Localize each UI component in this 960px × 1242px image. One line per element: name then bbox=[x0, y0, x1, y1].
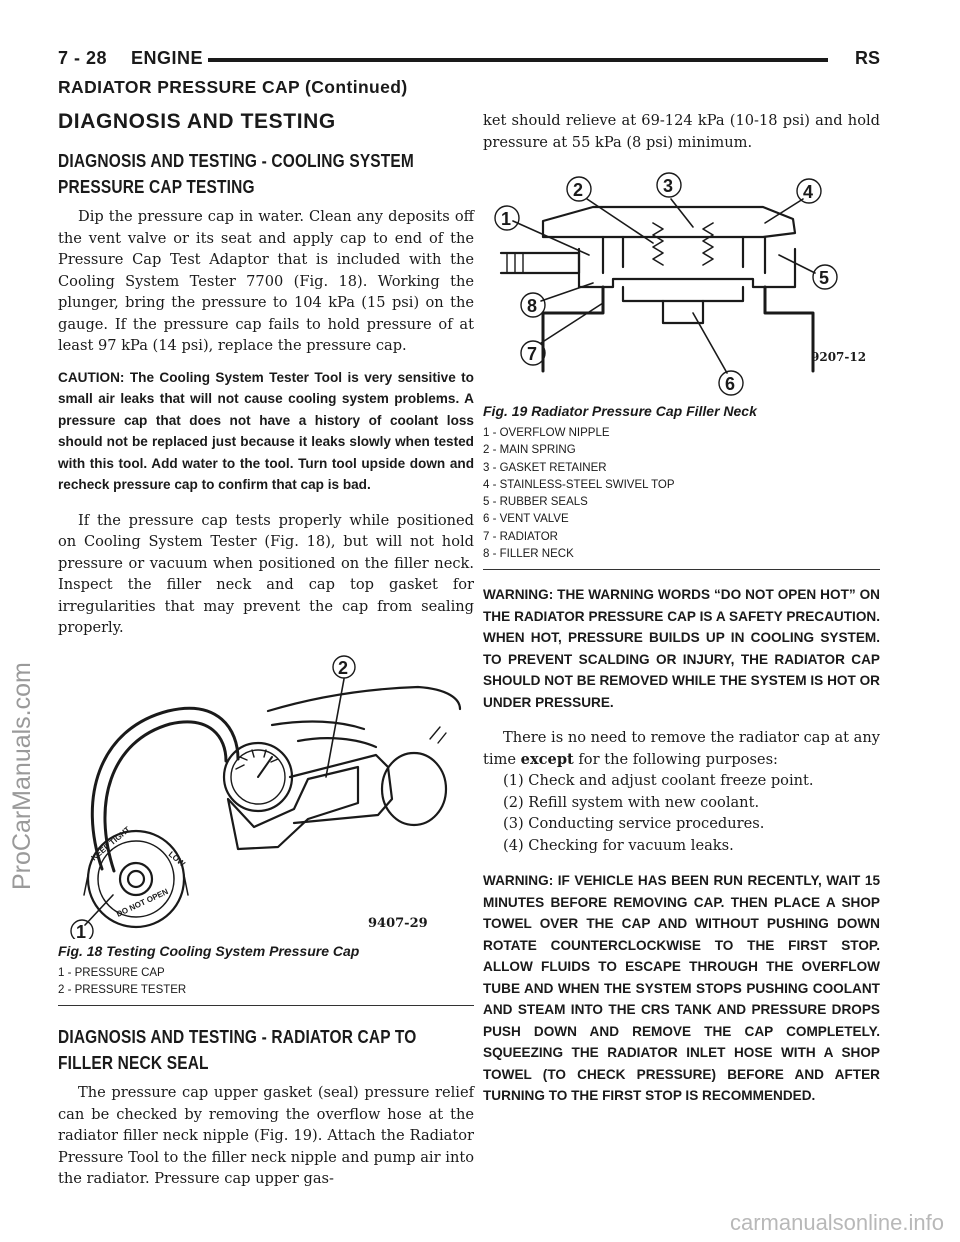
footer-watermark: carmanualsonline.info bbox=[729, 1210, 944, 1235]
fig19-illustration bbox=[483, 163, 880, 399]
removal-step: (4) Checking for vacuum leaks. bbox=[503, 836, 734, 854]
fig19-callout-6: 6 bbox=[725, 374, 736, 394]
fig18-legend bbox=[58, 965, 474, 1000]
fig19-callout-1: 1 bbox=[501, 209, 512, 229]
fig19-legend-item: 2 - MAIN SPRING bbox=[483, 444, 576, 457]
removal-step: (3) Conducting service procedures. bbox=[503, 815, 765, 833]
figure-18 bbox=[58, 649, 474, 1007]
removal-step: (2) Refill system with new coolant. bbox=[503, 793, 760, 811]
fig18-cap-text-low: LOW bbox=[166, 849, 187, 869]
warning-run-recently: WARNING: IF VEHICLE HAS BEEN RUN RECENTLY, WAIT 15 MINUTES BEFORE REMOVING CAP. THEN PLACE A SHOP TOWEL OVER THE CAP AND WITHOUT PUSHING DOWN ROTATE COUNTERCLOCKWISE TO THE FIRST STOP. ALLOW FLUIDS TO ESCAPE THROUGH THE OVERFLOW TUBE AND WHEN THE SYSTEM STOPS PUSHING COOLANT AND STEAM INTO THE CRS TANK AND PRESSURE DROPS PUSH DOWN AND REMOVE THE CAP COMPLETELY. SQUEEZING THE RADIATOR INLET HOSE WITH A SHOP TOWEL (TO CHECK PRESSURE) BEFORE AND AFTER TURNING TO THE FIRST STOP IS RECOMMENDED. bbox=[483, 873, 880, 1104]
fig19-caption: Fig. 19 Radiator Pressure Cap Filler Neck bbox=[483, 403, 757, 419]
removal-intro bbox=[483, 727, 880, 770]
fig19-callout-2: 2 bbox=[573, 180, 584, 200]
section2-para1-cont: ket should relieve at 69-124 kPa (10-18 psi) and hold pressure at 55 kPa (8 psi) minimum. bbox=[483, 112, 880, 151]
section2-heading: DIAGNOSIS AND TESTING - RADIATOR CAP TO FILLER NECK SEAL bbox=[58, 1027, 417, 1074]
removal-intro-after: for the following purposes: bbox=[578, 750, 778, 768]
fig19-callout-7: 7 bbox=[527, 344, 538, 364]
section2-para1: The pressure cap upper gasket (seal) pressure relief can be checked by removing the overflow hose at the radiator filler neck nipple (Fig. 19). Attach the Radiator Pressure Tool to the filler neck nipple and pump air into the radiator. Pressure cap upper gas- bbox=[58, 1084, 474, 1188]
watermark-text: ProCarManuals.com bbox=[8, 662, 36, 890]
fig19-code: 9207-12 bbox=[811, 350, 867, 364]
fig19-callout-5: 5 bbox=[819, 268, 830, 288]
page-number: 7 - 28 bbox=[58, 48, 108, 68]
caution-note: CAUTION: The Cooling System Tester Tool is very sensitive to small air leaks that will not cause cooling system problems. A pressure cap that does not have a history of coolant loss should not be replaced just because it leaks slowly when tested with this tool. Add water to the tool. Turn tool upside down and recheck pressure cap to confirm that cap is bad. bbox=[58, 369, 474, 492]
fig19-legend-item: 8 - FILLER NECK bbox=[483, 548, 574, 561]
header-rule bbox=[208, 58, 828, 62]
warning-do-not-open-hot: WARNING: THE WARNING WORDS “DO NOT OPEN HOT” ON THE RADIATOR PRESSURE CAP IS A SAFETY PRECAUTION. WHEN HOT, PRESSURE BUILDS UP IN COOLING SYSTEM. TO PREVENT SCALDING OR INJURY, THE RADIATOR CAP SHOULD NOT BE REMOVED WHILE THE SYSTEM IS HOT OR UNDER PRESSURE. bbox=[483, 587, 880, 710]
fig18-callout-2: 2 bbox=[338, 657, 349, 678]
fig19-legend-item: 7 - RADIATOR bbox=[483, 530, 558, 543]
section1-para2: If the pressure cap tests properly while positioned on Cooling System Tester (Fig. 18), but will not hold pressure or vacuum when positioned on the filler neck. Inspect the filler neck and cap top gasket for irregularities that may prevent the cap from sealing properly. bbox=[58, 511, 474, 636]
main-heading: DIAGNOSIS AND TESTING bbox=[58, 110, 336, 133]
removal-intro-before: There is no need to remove the radiator cap at any time bbox=[483, 729, 880, 768]
fig18-illustration bbox=[58, 649, 474, 939]
fig18-legend-item: 2 - PRESSURE TESTER bbox=[58, 983, 187, 996]
section1-para1: Dip the pressure cap in water. Clean any deposits off the vent valve or its seat and apply cap to end of the Pressure Cap Test Adaptor that is included with the Cooling System Tester 7700 (Fig. 18). Working the plunger, bring the pressure to 104 kPa (15 psi) on the gauge. If the pressure cap fails to hold pressure of at least 97 kPa (14 psi), replace the pressure cap. bbox=[58, 208, 474, 354]
fig19-legend-item: 4 - STAINLESS-STEEL SWIVEL TOP bbox=[483, 478, 675, 491]
fig19-rule bbox=[483, 569, 880, 570]
fig18-caption: Fig. 18 Testing Cooling System Pressure Cap bbox=[58, 942, 360, 959]
removal-step: (1) Check and adjust coolant freeze point. bbox=[503, 772, 814, 790]
fig19-legend bbox=[483, 425, 880, 563]
fig19-callout-3: 3 bbox=[663, 176, 674, 196]
removal-intro-except: except bbox=[520, 750, 574, 768]
page-header bbox=[58, 46, 880, 76]
section-name: ENGINE bbox=[131, 48, 204, 68]
fig18-cap-text-keep-tight: KEEP TIGHT bbox=[89, 824, 132, 863]
fig18-cap-text-do-not-open: DO NOT OPEN bbox=[115, 886, 170, 919]
model-code: RS bbox=[854, 48, 880, 68]
fig19-legend-item: 3 - GASKET RETAINER bbox=[483, 461, 607, 474]
figure-19 bbox=[483, 163, 880, 570]
fig18-callout-1: 1 bbox=[76, 921, 87, 939]
fig18-legend-item: 1 - PRESSURE CAP bbox=[58, 966, 165, 979]
fig18-rule bbox=[58, 1005, 474, 1006]
fig19-legend-item: 6 - VENT VALVE bbox=[483, 513, 569, 526]
fig19-legend-item: 5 - RUBBER SEALS bbox=[483, 496, 588, 509]
fig18-code: 9407-29 bbox=[368, 915, 428, 931]
fig19-callout-4: 4 bbox=[803, 182, 814, 202]
fig19-callout-8: 8 bbox=[527, 296, 538, 316]
fig19-legend-item: 1 - OVERFLOW NIPPLE bbox=[483, 427, 610, 439]
continued-title: RADIATOR PRESSURE CAP (Continued) bbox=[58, 77, 408, 97]
left-column bbox=[58, 110, 474, 1200]
removal-steps bbox=[483, 770, 880, 856]
right-column bbox=[483, 110, 880, 1121]
section1-heading: DIAGNOSIS AND TESTING - COOLING SYSTEM PRESSURE CAP TESTING bbox=[58, 151, 415, 197]
watermark bbox=[8, 380, 40, 900]
